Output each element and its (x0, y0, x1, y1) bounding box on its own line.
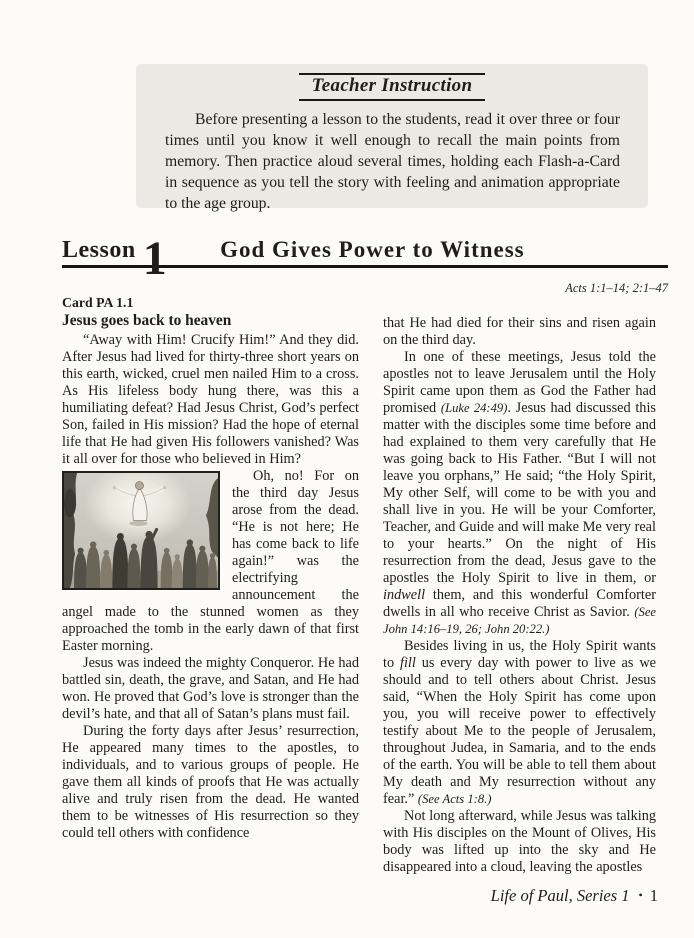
scripture-reference: Acts 1:1–14; 2:1–47 (565, 281, 668, 295)
body-paragraph: Oh, no! For on the third day Jesus arose from the dead. “He is not here; He has come back to life again!” was the electrifying announcement the angel made to the stunned women as they approached the tomb in the early dawn of that first Easter morning. (62, 468, 359, 654)
body-paragraph: Not long afterward, while Jesus was talking with His disciples on the Mount of Olives, His body was lifted up into the sky and He disappeared into a cloud, leaving the apostles (383, 808, 656, 875)
right-column (383, 294, 656, 876)
lesson-number: 1 (142, 232, 167, 285)
teacher-instruction-title-wrap (136, 73, 648, 101)
ascension-illustration-image (62, 471, 220, 590)
teacher-instruction-title: Teacher Instruction (299, 73, 486, 101)
left-column (62, 294, 359, 876)
card-title: Jesus goes back to heaven (62, 312, 232, 329)
two-column-body (62, 294, 656, 876)
lesson-title: God Gives Power to Witness (220, 237, 525, 262)
lesson-label: Lesson (62, 237, 136, 263)
card-id: Card PA 1.1 (62, 295, 134, 310)
illustration-wrap-area (62, 468, 359, 655)
body-paragraph: In one of these meetings, Jesus told the apostles not to leave Jerusalem until the Holy Spirit came upon them as God the Father had promised (Luke 24:49). Jesus had discussed this matter with the disciples some time before and had explained to them very carefully that He was going back to His Father. “But I will not leave you orphans,” He said; “the Holy Spirit, My other Self, will come to be with you and shall live in you. He will be your Comforter, Teacher, and Guide and will make Me very real to your hearts.” On the night of His resurrection from the dead, Jesus gave to the apostles the Holy Spirit to live in them, or indwell them, and this wonderful Comforter dwells in all who receive Christ as Savior. (See John 14:16–19, 26; John 20:22.) (383, 349, 656, 636)
page-footer (491, 886, 658, 906)
body-paragraph: Besides living in us, the Holy Spirit wants to fill us every day with power to live as we should and to tell others about Christ. Jesus said, “When the Holy Spirit has come upon you, you will receive power to effectively testify about Me to the people of Jerusalem, throughout Judea, in Samaria, and to the ends of the earth. You will be able to tell them about My death and My resurrection without any fear.” (See Acts 1:8.) (383, 638, 656, 807)
tree-left-foliage (64, 489, 76, 517)
teacher-instruction-box (136, 64, 648, 212)
body-paragraph: During the forty days after Jesus’ resurrection, He appeared many times to the apostles, to individuals, and to various groups of people. He gave them all kinds of proofs that He was actually alive and truly risen from the dead. He wanted them to be witnesses of His resurrection so they could tell others with confidence (62, 723, 359, 841)
page-number: 1 (649, 886, 658, 905)
body-paragraph: “Away with Him! Crucify Him!” And they did. After Jesus had lived for thirty-three short years on this earth, wicked, cruel men nailed Him to a cross. As His lifeless body hung there, was this a humiliating defeat? Had Jesus Christ, God’s perfect Son, failed in His mission? Had the hope of eternal life that He had given His followers vanished? Was it all over for those who believed in Him? (62, 332, 359, 467)
teacher-instruction-body: Before presenting a lesson to the students, read it over three or four times until you know it well enough to recall the main points from memory. Then practice aloud several times, holding each Flash-a-Card in sequence as you tell the story with feeling and animation appropriate to the age group. (165, 111, 620, 212)
body-paragraph: that He had died for their sins and risen again on the third day. (383, 315, 656, 348)
body-paragraph: Jesus was indeed the mighty Conqueror. He had battled sin, death, the grave, and Satan, and He had won. He proved that God’s love is stronger than the devil’s hate, and that all of Satan’s plans must fail. (62, 655, 359, 722)
series-title: Life of Paul, Series 1 (490, 886, 630, 905)
footer-bullet-separator: • (638, 888, 643, 902)
lesson-header (62, 232, 668, 285)
ascension-scene-graphic (64, 473, 218, 588)
